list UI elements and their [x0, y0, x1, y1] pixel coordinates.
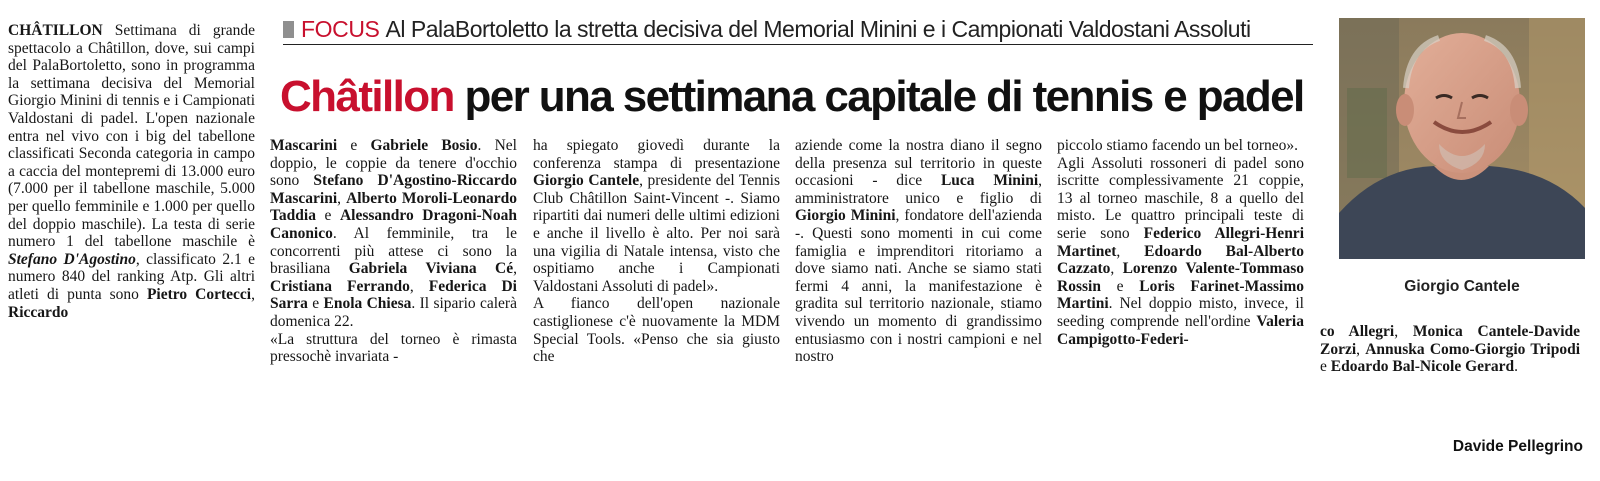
kicker-text: Al PalaBortoletto la stretta decisiva del Memorial Minini e i Campionati Valdostani Assoluti [385, 16, 1251, 42]
column-4-paragraph [795, 137, 1042, 366]
text-run: , [251, 285, 255, 303]
name-run: Alessandro Dragoni-Noah Canonico [270, 207, 517, 242]
headline-rest: per una settimana capitale di tennis e padel [464, 72, 1304, 121]
name-run: Stefano D'Agostino-Riccardo Mascarini [270, 172, 517, 207]
text-run: , [1116, 242, 1145, 260]
article-column-3 [533, 137, 780, 366]
article-column-6 [1320, 323, 1580, 376]
text-run: . [1514, 358, 1519, 376]
name-run: Loris Farinet-Massimo Martini [1057, 277, 1304, 313]
name-run: Edoardo Bal-Nicole Gerard [1330, 358, 1515, 376]
text-run: , amministratore unico e figlio di [795, 172, 1042, 207]
text-run: e [337, 137, 371, 154]
column-2-paragraph-1 [270, 137, 517, 331]
text-run: e [1320, 358, 1331, 376]
text-run: , fondatore dell'azienda -. Questi sono momenti in cui come famiglia e imprenditori ritoriamo a dove siamo nati. Anche se siamo stati fermi 4 anni, la manifestazione è gradita sul territorio nazionale, stiamo vivendo un momento di grandissimo entusiasmo con i nostri campioni e nel nostro [795, 207, 1042, 366]
name-run: Mascarini [270, 137, 338, 154]
name-run: Edoardo Bal-Alberto Cazzato [1057, 242, 1305, 278]
name-run: Giorgio Minini [795, 207, 896, 225]
portrait-photo [1339, 18, 1585, 259]
name-run: Gabriela Viviana Cé [348, 260, 514, 278]
name-run: co Allegri [1320, 323, 1395, 340]
headline-place: Châtillon [280, 72, 454, 121]
text-run: e [1100, 277, 1140, 295]
article-column-5 [1057, 137, 1304, 348]
column-1-paragraph [8, 22, 255, 321]
name-run: Lorenzo Valente-Tommaso Rossin [1057, 260, 1304, 295]
name-run: Pietro Cortecci [146, 285, 252, 303]
column-5-paragraph-2 [1057, 155, 1304, 349]
focus-label: FOCUS [301, 16, 380, 42]
name-run: Federica Di Sarra [270, 277, 517, 313]
portrait-illustration [1339, 18, 1585, 259]
text-run: Agli Assoluti rossoneri di padel sono iscritte complessivamente 21 coppie, 13 al torneo maschile, 8 a quello del misto. Le quattro principali teste di serie sono [1057, 154, 1304, 242]
name-run: Riccardo [8, 303, 69, 321]
column-3-paragraph-1 [533, 137, 780, 295]
text-run: . Il sipario calerà domenica 22. [270, 295, 517, 330]
name-run: Monica Cantele-Davide Zorzi [1320, 323, 1581, 358]
name-run: Cristiana Ferrando [270, 277, 410, 295]
name-run: Enola Chiesa [323, 295, 412, 313]
text-run: Settimana di grande spettacolo a Châtillon, dove, sui campi del PalaBortoletto, sono in programma la settimana decisiva del Memorial Giorgio Minini di tennis e i Campionati Valdostani di padel. L'open nazionale entra nel vivo con i big del tabellone classificati Seconda categoria in campo a caccia del montepremi di 13.000 euro (7.000 per il tabellone maschile, 5.000 per quello femminile e 1.000 per quello del doppio maschile). La testa di serie numero 1 del tabellone maschile è [8, 22, 255, 251]
column-3-paragraph-2: A fianco dell'open nazionale castiglionese c'è nuovamente la MDM Special Tools. «Penso che sia giusto che [533, 295, 780, 366]
text-run: , [513, 260, 517, 278]
text-run: , [409, 277, 429, 295]
name-run: Gabriele Bosio [370, 137, 478, 154]
name-run: Valeria Campigotto-Federi- [1057, 312, 1304, 348]
name-run: Giorgio Cantele [533, 172, 640, 190]
text-run: , classificato 2.1 e numero 840 del ranking Atp. Gli altri atleti di punta sono [8, 250, 255, 303]
column-6-paragraph [1320, 323, 1580, 376]
text-run: e [307, 295, 324, 313]
name-run: Stefano D'Agostino [8, 250, 136, 268]
name-run: Luca Minini [940, 172, 1039, 190]
byline: Davide Pellegrino [1452, 438, 1583, 455]
text-run: , [1394, 323, 1413, 340]
text-run: , [337, 189, 347, 207]
article-column-2 [270, 137, 517, 366]
kicker-square-icon [283, 21, 294, 38]
photo-caption: Giorgio Cantele [1404, 278, 1520, 295]
column-2-paragraph-2: «La struttura del torneo è rimasta pressochè invariata - [270, 330, 517, 366]
column-5-paragraph-1: piccolo stiamo facendo un bel torneo». [1057, 137, 1299, 154]
text-run: , presidente del Tennis Club Châtillon Saint-Vincent -. Siamo ripartiti dai numeri delle ultimi edizioni e anche il livello è alto. Per noi sarà una vigilia di Natale intensa, visto che ospitiamo anche i Campionati Valdostani Assoluti di padel». [533, 172, 780, 295]
text-run: . Nel doppio, le coppie da tenere d'occhio sono [270, 137, 517, 190]
text-run: . Al femminile, tra le concorrenti più attese ci sono la brasiliana [270, 224, 517, 278]
text-run: , [1356, 340, 1366, 358]
text-run: ha spiegato giovedì durante la conferenza stampa di presentazione [533, 137, 780, 172]
name-run: Federico Allegri-Henri Martinet [1057, 224, 1304, 260]
article-column-4 [795, 137, 1042, 366]
text-run: e [315, 207, 340, 225]
headline [280, 66, 1320, 128]
name-run: Alberto Moroli-Leonardo Taddia [270, 189, 518, 225]
name-run: Annuska Como-Giorgio Tripodi [1365, 340, 1580, 358]
article-column-1 [8, 22, 255, 321]
text-run: aziende come la nostra diano il segno della presenza sul territorio in queste occasioni - dice [795, 137, 1042, 190]
kicker-bar [283, 14, 1313, 45]
text-run: . Nel doppio misto, invece, il seeding comprende nell'ordine [1057, 295, 1304, 330]
dateline: CHÂTILLON [8, 22, 103, 39]
text-run: , [1110, 260, 1123, 278]
